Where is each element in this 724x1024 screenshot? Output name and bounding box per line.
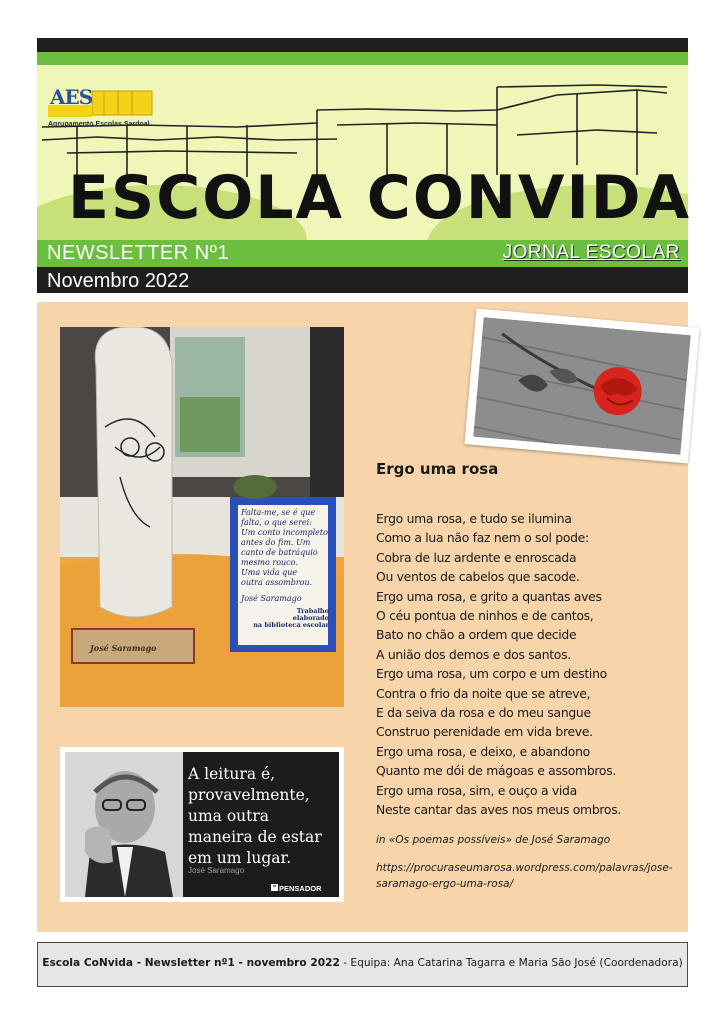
poem-title: Ergo uma rosa <box>376 460 499 478</box>
card-note-line: Trabalho <box>296 607 329 615</box>
quote-mark-icon: ❝ <box>272 884 277 891</box>
poem-line: Como a lua não faz nem o sol pode: <box>376 530 589 546</box>
poem-line: Construo perenidade em vida breve. <box>376 724 593 740</box>
card-line: outra assombrou. <box>241 578 313 587</box>
poem-line: O céu pontua de ninhos e de cantos, <box>376 608 594 624</box>
poem-source: in «Os poemas possíveis» de José Saramago <box>376 834 611 846</box>
header-green-bar <box>37 52 688 65</box>
poem-line: Neste cantar das aves nos meus ombros. <box>376 802 621 818</box>
journal-label: JORNAL ESCOLAR <box>502 242 680 263</box>
footer-title: Escola CoNvida - Newsletter nº1 - novembro 2022 <box>42 957 340 969</box>
footer <box>37 942 688 987</box>
footer-text <box>38 957 687 969</box>
sculpture-photo <box>60 327 344 707</box>
poem-line: Contra o frio da noite que se atreve, <box>376 685 591 701</box>
logo-text: AES <box>50 85 93 109</box>
poem-source-link[interactable]: https://procuraseumarosa.wordpress.com/palavras/jose-saramago-ergo-uma-rosa/ <box>376 862 673 890</box>
author-portrait <box>65 752 183 897</box>
card-note-line: elaborado <box>292 614 329 622</box>
poem-line: E da seiva da rosa e do meu sangue <box>376 705 591 721</box>
poem-line: Cobra de luz ardente e enroscada <box>376 549 577 565</box>
footer-team: - Equipa: Ana Catarina Tagarra e Maria São José (Coordenadora) <box>339 957 683 969</box>
card-line: antes do fim. Um <box>241 538 311 547</box>
poem-line: Ergo uma rosa, um corpo e um destino <box>376 666 607 682</box>
newsletter-masthead-title: ESCOLA CONVIDA <box>68 163 692 233</box>
card-line: Falta-me, se é que <box>241 508 316 517</box>
quote-card <box>60 747 344 902</box>
poem-line: Ergo uma rosa, e tudo se ilumina <box>376 511 572 526</box>
sculpture-nameplate: José Saramago <box>90 643 157 653</box>
poem-line: Ergo uma rosa, e deixo, e abandono <box>376 743 590 759</box>
logo-subtitle: Agrupamento Escolas Sardoal <box>48 121 150 128</box>
card-line: mesmo rouco. <box>241 558 298 567</box>
card-note <box>241 608 329 629</box>
pensador-brand: PENSADOR <box>279 884 322 893</box>
sculpture-card-text <box>241 508 329 629</box>
quote-author: José Saramago <box>188 866 245 875</box>
quote-text: A leitura é, provavelmente, uma outra maneira de estar em um lugar. <box>188 765 322 867</box>
poem-line: A união dos demos e dos santos. <box>376 646 571 662</box>
card-line: Um conto incompleto <box>241 528 328 537</box>
issue-date: Novembro 2022 <box>47 270 190 292</box>
poem-line: Quanto me dói de mágoas e assombros. <box>376 763 616 779</box>
header-top-bar <box>37 38 688 52</box>
poem-body <box>376 509 676 820</box>
card-line: Uma vida que <box>241 568 298 577</box>
poem-line: Bato no chão a ordem que decide <box>376 627 577 643</box>
card-note-line: na biblioteca escolar <box>253 621 329 629</box>
poem-line: Ergo uma rosa, e grito a quantas aves <box>376 588 602 604</box>
card-line: falta, o que serei: <box>241 518 312 527</box>
newsletter-number: NEWSLETTER Nº1 <box>47 242 230 264</box>
poem-line: Ergo uma rosa, sim, e ouço a vida <box>376 782 577 798</box>
card-line: canto de batráquio <box>241 548 318 557</box>
school-logo <box>48 85 158 141</box>
poem-line: Ou ventos de cabelos que sacode. <box>376 569 580 585</box>
card-author: José Saramago <box>241 594 302 603</box>
rose-photo <box>464 308 699 463</box>
